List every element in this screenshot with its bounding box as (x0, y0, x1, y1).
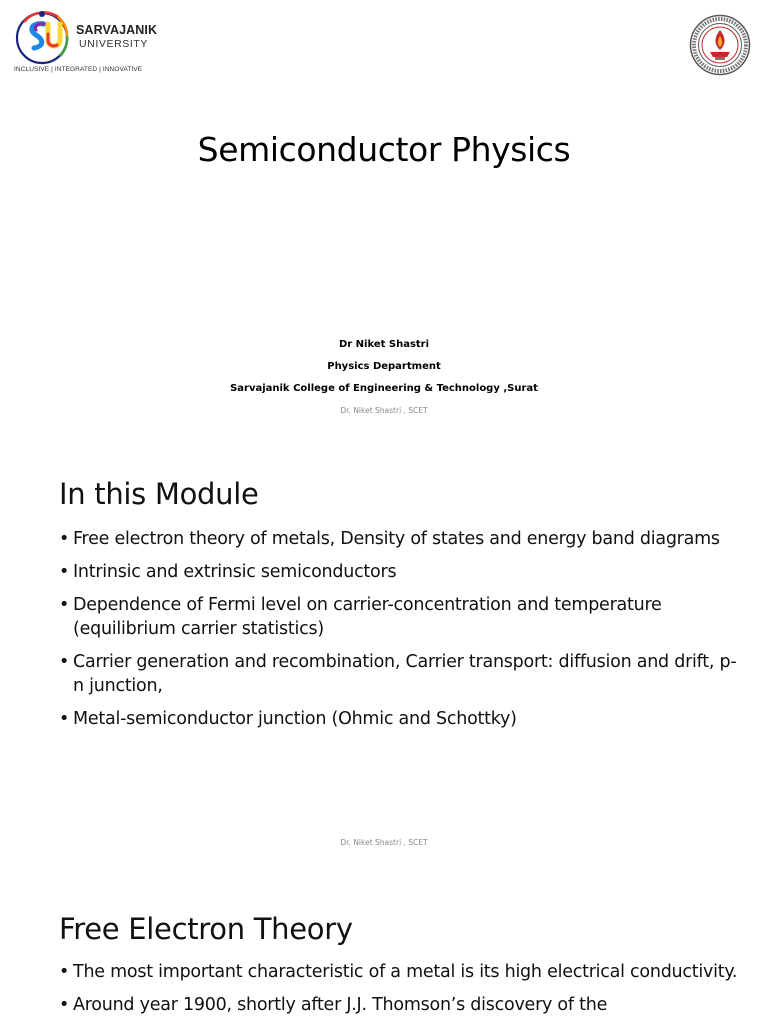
institution-name: Sarvajanik College of Engineering & Technology ,Surat (230, 383, 538, 394)
bullet-text: Around year 1900, shortly after J.J. Thomson’s discovery of the (73, 995, 608, 1015)
slide-heading: In this Module (59, 477, 259, 511)
scet-seal-icon (689, 14, 751, 76)
sarvajanik-university-logo (12, 6, 162, 76)
bullet-text: Metal-semiconductor junction (Ohmic and Schottky) (73, 709, 517, 729)
bullet-text: Dependence of Fermi level on carrier-concentration and temperature (equilibrium carrier statistics) (73, 595, 662, 639)
bullet-icon: • (59, 709, 70, 729)
list-item (59, 650, 739, 698)
university-tagline: INCLUSIVE | INTEGRATED | INNOVATIVE (14, 66, 143, 73)
bullet-icon: • (59, 562, 70, 582)
bullet-text: The most important characteristic of a metal is its high electrical conductivity. (73, 962, 738, 982)
list-item (59, 707, 739, 731)
su-emblem-icon (14, 8, 74, 68)
list-item (59, 960, 739, 984)
list-item (59, 993, 739, 1017)
slide-footer: Dr. Niket Shastri , SCET (340, 406, 428, 415)
module-overview-slide (0, 452, 768, 864)
bullet-text: Carrier generation and recombination, Carrier transport: diffusion and drift, p-n junction, (73, 652, 737, 696)
author-block (0, 334, 768, 400)
slide-heading: Free Electron Theory (59, 912, 353, 946)
list-item (59, 560, 739, 584)
list-item (59, 593, 739, 641)
bullet-icon: • (59, 595, 70, 615)
bullet-icon: • (59, 529, 70, 549)
bullet-icon: • (59, 652, 70, 672)
bullet-list (59, 527, 739, 740)
free-electron-theory-slide (0, 884, 768, 1024)
bullet-icon: • (59, 962, 70, 982)
presentation-title: Semiconductor Physics (197, 130, 571, 169)
university-name: SARVAJANIK (76, 23, 158, 37)
bullet-icon: • (59, 995, 70, 1015)
bullet-list (59, 960, 739, 1024)
department-name: Physics Department (327, 361, 441, 372)
title-slide (0, 0, 768, 432)
bullet-text: Free electron theory of metals, Density of states and energy band diagrams (73, 529, 720, 549)
bullet-text: Intrinsic and extrinsic semiconductors (73, 562, 397, 582)
author-name: Dr Niket Shastri (338, 339, 430, 350)
university-label: UNIVERSITY (79, 38, 149, 50)
list-item (59, 527, 739, 551)
slide-footer: Dr. Niket Shastri , SCET (340, 838, 428, 847)
